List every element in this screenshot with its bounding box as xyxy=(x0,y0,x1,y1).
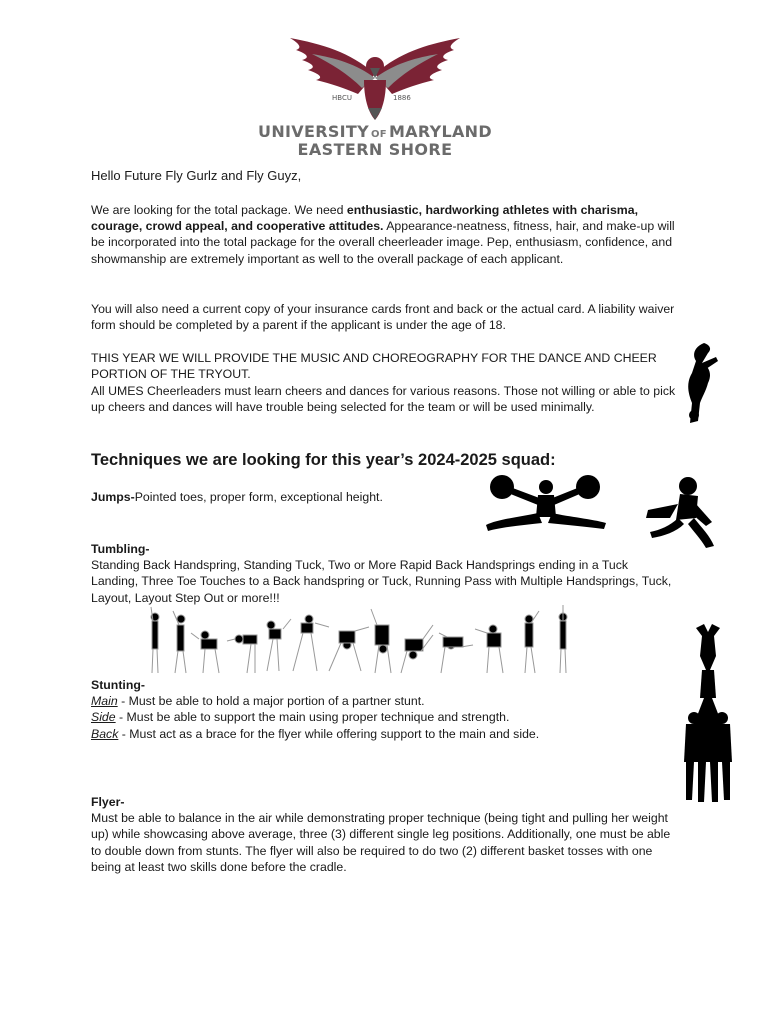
logo-wordmark-line1: UNIVERSITY OF MARYLAND xyxy=(258,122,492,141)
handstand-silhouette-icon xyxy=(680,341,722,426)
stunting-back-text: - Must act as a brace for the flyer while offering support to the main and side. xyxy=(118,726,540,741)
stunting-label: Stunting- xyxy=(91,678,145,692)
stunting-main-text: - Must be able to hold a major portion of a partner stunt. xyxy=(117,694,425,709)
handstand-silhouette xyxy=(680,341,722,426)
flyer-item xyxy=(91,794,676,875)
tumbling-sequence-icon xyxy=(143,605,575,677)
intro-paragraph: We are looking for the total package. We need enthusiastic, hardworking athletes with charisma, courage, crowd appeal, and cooperative attitudes. Appearance-neatness, fitness, hair, and make-up will be incorporated into the total package for the overall cheerleader image. Pep, enthusiasm, confidence, and showmanship are extremely important as well to the overall package of each applicant. xyxy=(91,203,675,266)
stunt-pyramid-silhouette xyxy=(682,622,734,804)
pike-jump-silhouette xyxy=(640,474,720,549)
music-notice: THIS YEAR WE WILL PROVIDE THE MUSIC AND CHOREOGRAPHY FOR THE DANCE AND CHEER PORTION OF THE TRYOUT. xyxy=(91,351,657,382)
pike-jump-icon xyxy=(640,474,720,549)
jumps-label: Jumps- xyxy=(91,490,135,504)
tumbling-text: Standing Back Handspring, Standing Tuck, Two or More Rapid Back Handsprings ending in a Tuck Landing, Three Toe Touches to a Back handspring or Tuck, Running Pass with Multiple Handsprings, Tuck, Layout, Layout Step Out or more!!! xyxy=(91,558,672,605)
tumbling-sequence xyxy=(143,605,575,677)
tumbling-item xyxy=(91,541,676,606)
stunt-pyramid-icon xyxy=(682,622,734,804)
flyer-text: Must be able to balance in the air while demonstrating proper technique (being tight and pulling her weight up) while showcasing above average, three (3) different single leg positions. Additionally, one must be able to double down from stunts. The flyer will also be required to do two (2) different basket tosses with one being at least two skills done before the cradle. xyxy=(91,811,671,874)
university-logo xyxy=(240,34,510,159)
techniques-heading: Techniques we are looking for this year’s 2024-2025 squad: xyxy=(91,451,556,469)
tumbling-label: Tumbling- xyxy=(91,542,150,556)
flyer-label: Flyer- xyxy=(91,795,125,809)
stunting-main-label: Main xyxy=(91,694,118,709)
stunting-item xyxy=(91,677,681,742)
logo-wordmark-line2: EASTERN SHORE xyxy=(297,140,453,159)
cheers-notice: All UMES Cheerleaders must learn cheers and dances for various reasons. Those not willing or able to pick up cheers and dances will have trouble being selected for the team or will be used minimally. xyxy=(91,384,676,415)
insurance-paragraph: You will also need a current copy of your insurance cards front and back or the actual card. A liability waiver form should be completed by a parent if the applicant is under the age of 18. xyxy=(91,302,675,333)
greeting: Hello Future Fly Gurlz and Fly Guyz, xyxy=(91,168,302,183)
logo-hbcu-text: HBCU xyxy=(332,94,352,102)
toe-touch-jump-silhouette xyxy=(484,473,609,539)
stunting-back-label: Back xyxy=(91,726,119,741)
stunting-side-text: - Must be able to support the main using proper technique and strength. xyxy=(115,710,510,725)
toe-touch-jump-icon xyxy=(484,473,609,539)
jumps-text: Pointed toes, proper form, exceptional height. xyxy=(134,490,383,504)
hawk-logo-icon xyxy=(240,34,510,120)
logo-year-text: 1886 xyxy=(393,94,411,102)
stunting-side-label: Side xyxy=(91,710,116,725)
